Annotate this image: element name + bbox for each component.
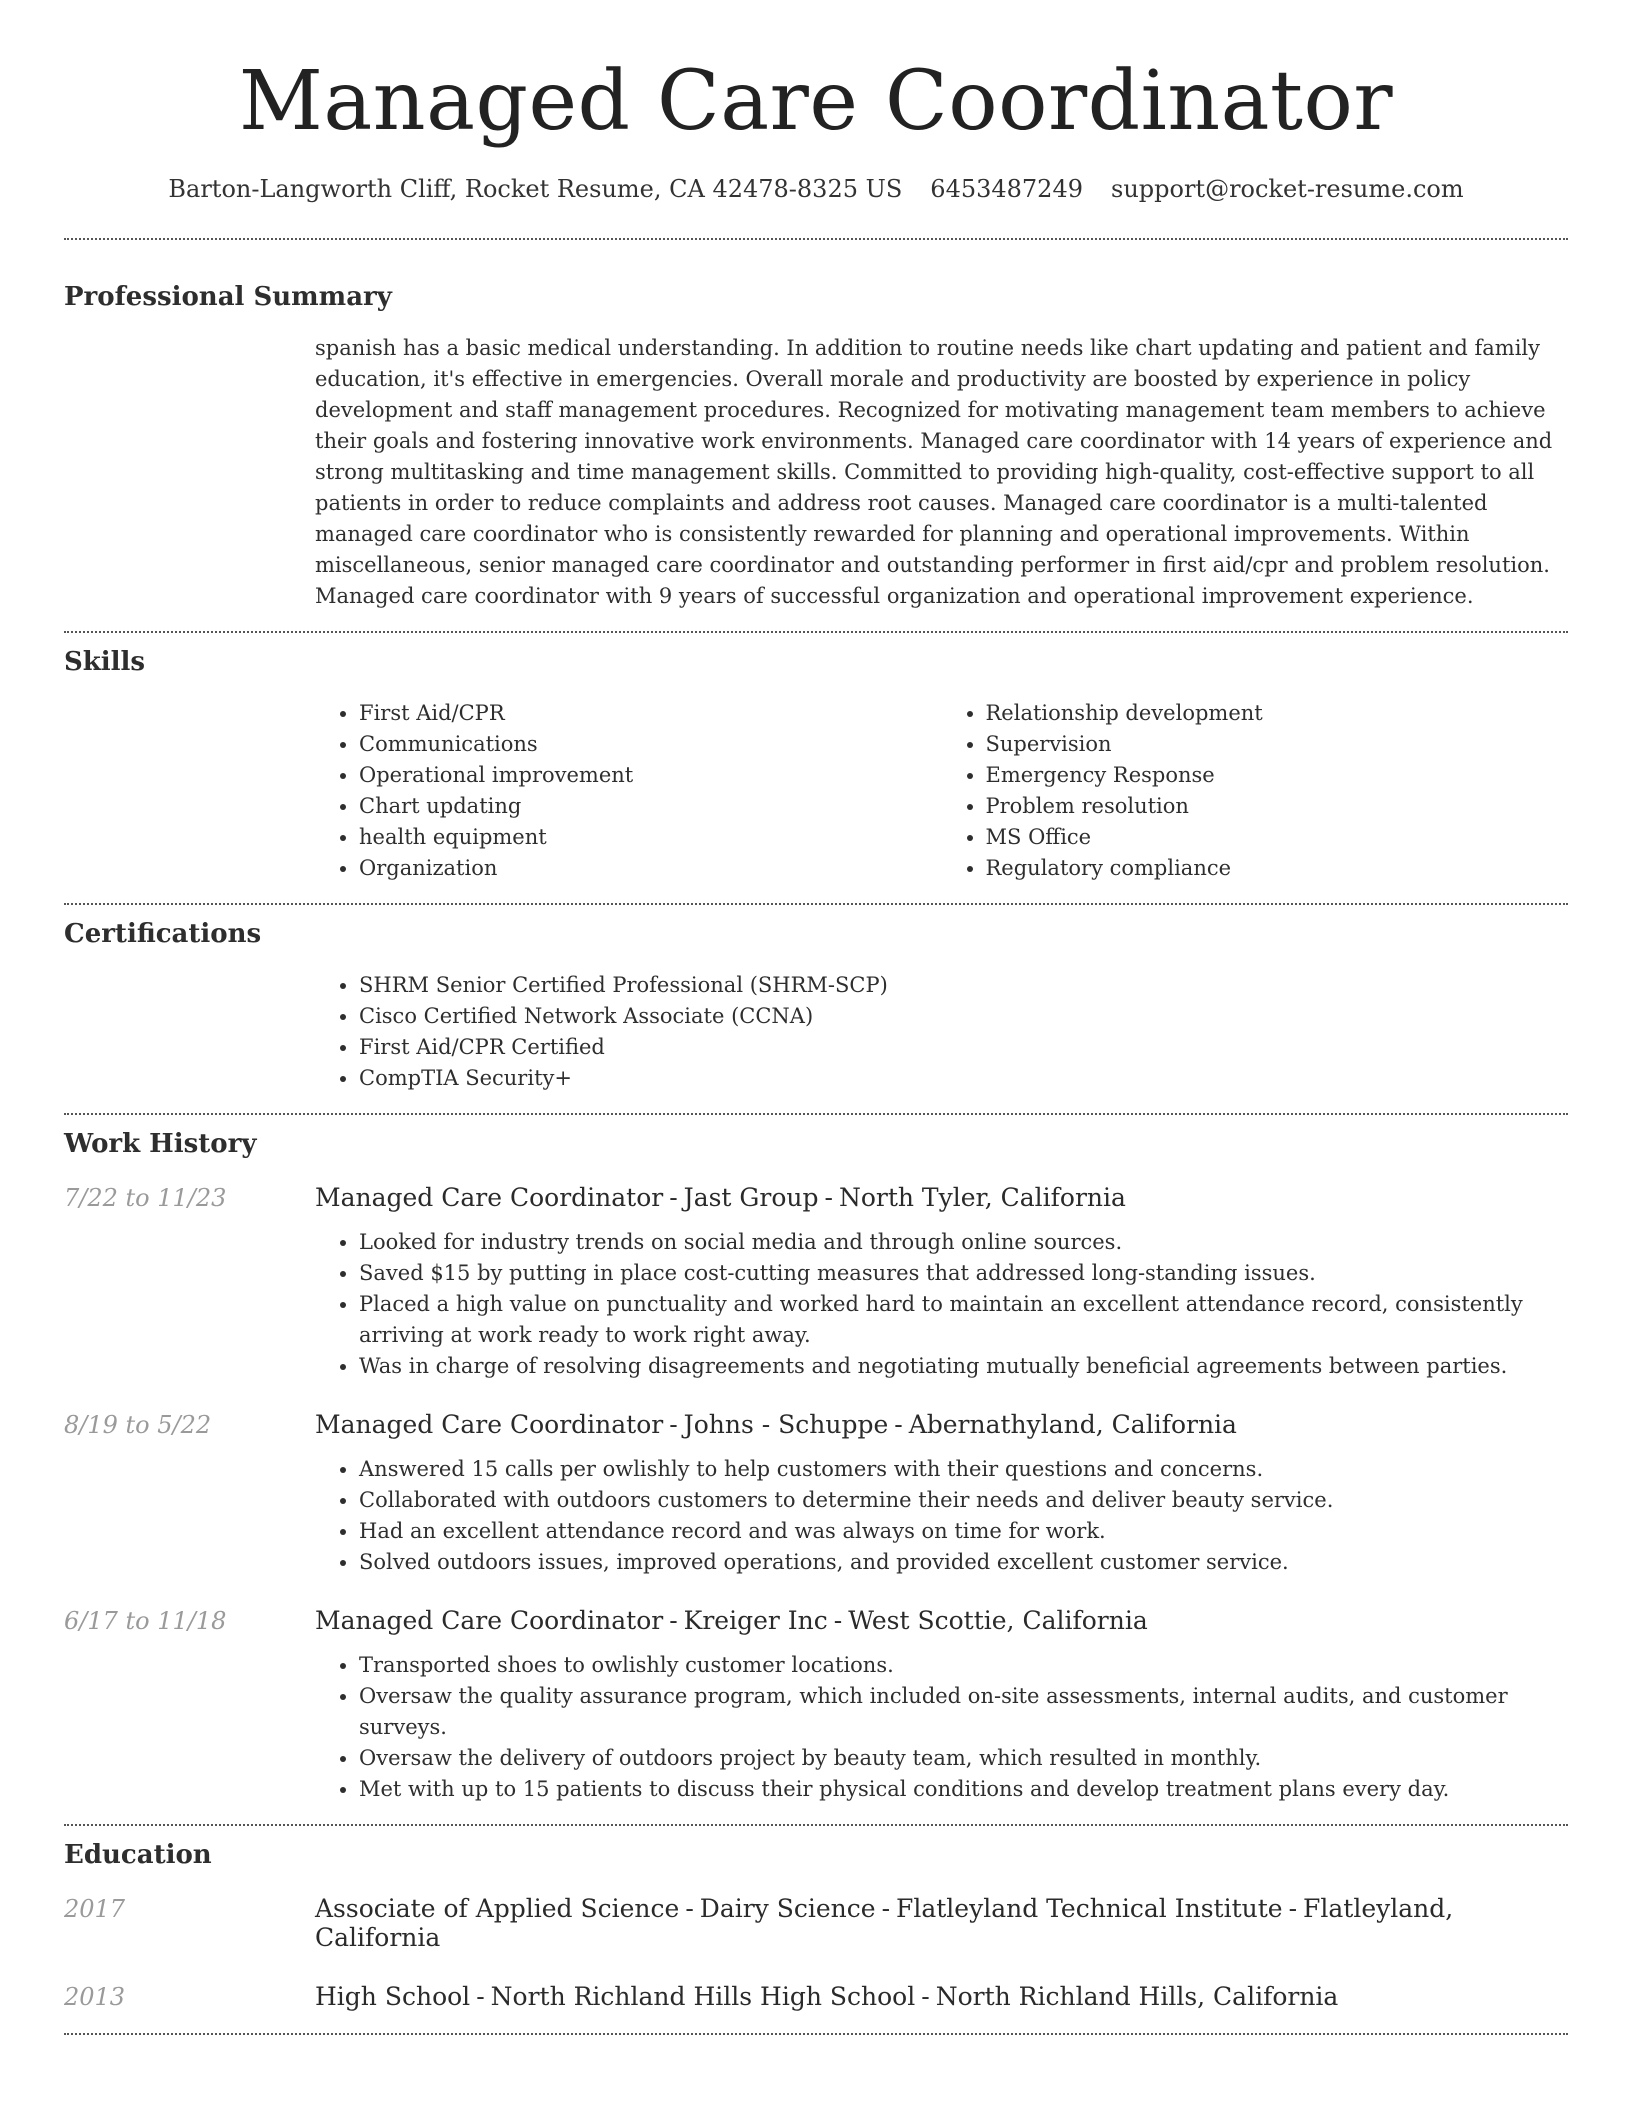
- certification-item: • SHRM Senior Certified Professional (SHRM-SCP): [359, 970, 1568, 1001]
- education-detail: Associate of Applied Science - Dairy Science - Flatleyland Technical Institute - Flatleyland, California: [315, 1894, 1454, 1952]
- skills-section: [64, 633, 1568, 884]
- skills-column-2: [942, 698, 1569, 884]
- job-bullet: • Oversaw the quality assurance program, which included on-site assessments, internal audits, and customer surveys.: [359, 1681, 1554, 1743]
- job-dates: 6/17 to 11/18: [64, 1607, 227, 1635]
- certifications-list: [315, 970, 1568, 1094]
- job-location: North Tyler, California: [838, 1183, 1126, 1212]
- education-year: 2017: [64, 1895, 126, 1923]
- skill-item: • Problem resolution: [986, 791, 1569, 822]
- job-role: Managed Care Coordinator: [315, 1183, 664, 1212]
- divider: [64, 2033, 1568, 2035]
- summary-text: spanish has a basic medical understanding. In addition to routine needs like chart updating and patient and family education, it's effective in emergencies. Overall morale and productivity are boosted by experience in policy development and staff management procedures. Recognized for motivating management team members to achieve their goals and fostering innovative work environments. Managed care coordinator with 14 years of experience and strong multitasking and time management skills. Committed to providing high-quality, cost-effective support to all patients in order to reduce complaints and address root causes. Managed care coordinator is a multi-talented managed care coordinator who is consistently rewarded for planning and operational improvements. Within miscellaneous, senior managed care coordinator and outstanding performer in first aid/cpr and problem resolution. Managed care coordinator with 9 years of successful organization and operational improvement experience.: [315, 336, 1553, 608]
- job-entry: [64, 1410, 1568, 1578]
- job-header: [64, 1183, 1568, 1212]
- job-bullet: • Answered 15 calls per owlishly to help customers with their questions and concerns.: [359, 1454, 1554, 1485]
- job-bullet: • Transported shoes to owlishly customer locations.: [359, 1650, 1554, 1681]
- skill-item: • health equipment: [359, 822, 942, 853]
- skills-column-1: [315, 698, 942, 884]
- contact-phone: 6453487249: [930, 175, 1083, 203]
- job-role: Managed Care Coordinator: [315, 1606, 664, 1635]
- skill-item: • Operational improvement: [359, 760, 942, 791]
- skill-item: • Regulatory compliance: [986, 853, 1569, 884]
- job-bullet: • Was in charge of resolving disagreements and negotiating mutually beneficial agreements between parties.: [359, 1351, 1554, 1382]
- skill-item: • Supervision: [986, 729, 1569, 760]
- job-bullet: • Placed a high value on punctuality and worked hard to maintain an excellent attendance record, consistently arriving at work ready to work right away.: [359, 1289, 1554, 1351]
- education-school: Flatleyland Technical Institute: [896, 1894, 1283, 1923]
- certification-item: • First Aid/CPR Certified: [359, 1032, 1568, 1063]
- work-section: [64, 1115, 1568, 1805]
- education-school: North Richland Hills High School: [490, 1982, 916, 2011]
- education-title: Education: [64, 1840, 212, 1870]
- job-dates: 7/22 to 11/23: [64, 1184, 227, 1212]
- job-bullet: • Collaborated with outdoors customers to determine their needs and deliver beauty service.: [359, 1485, 1554, 1516]
- job-header: [64, 1606, 1568, 1635]
- education-entry: [64, 1894, 1568, 1952]
- job-entry: [64, 1606, 1568, 1805]
- job-bullet: • Solved outdoors issues, improved operations, and provided excellent customer service.: [359, 1547, 1554, 1578]
- work-title: Work History: [64, 1129, 257, 1159]
- education-section: [64, 1826, 1568, 2011]
- skill-item: • MS Office: [986, 822, 1569, 853]
- education-location: North Richland Hills, California: [935, 1982, 1339, 2011]
- job-location: West Scottie, California: [848, 1606, 1148, 1635]
- education-detail: High School - North Richland Hills High School - North Richland Hills, California: [315, 1982, 1339, 2011]
- job-bullet: • Oversaw the delivery of outdoors project by beauty team, which resulted in monthly.: [359, 1743, 1554, 1774]
- job-entry: [64, 1183, 1568, 1382]
- skill-item: • Relationship development: [986, 698, 1569, 729]
- skills-title: Skills: [64, 647, 146, 677]
- job-bullets: [315, 1650, 1554, 1805]
- contact-address: Barton-Langworth Cliff, Rocket Resume, CA 42478-8325 US: [168, 175, 903, 203]
- job-bullets: [315, 1227, 1554, 1382]
- certification-item: • Cisco Certified Network Associate (CCNA): [359, 1001, 1568, 1032]
- education-location: Flatleyland, California: [315, 1894, 1454, 1952]
- skill-item: • Communications: [359, 729, 942, 760]
- certifications-section: [64, 905, 1568, 1094]
- job-company: Kreiger Inc: [683, 1606, 828, 1635]
- job-title: Managed Care Coordinator - Johns - Schuppe - Abernathyland, California: [315, 1410, 1237, 1439]
- job-title: Managed Care Coordinator - Kreiger Inc - West Scottie, California: [315, 1606, 1148, 1635]
- job-company: Johns - Schuppe: [683, 1410, 889, 1439]
- education-degree: High School: [315, 1982, 471, 2011]
- job-bullet: • Saved $15 by putting in place cost-cutting measures that addressed long-standing issues.: [359, 1258, 1554, 1289]
- education-entry: [64, 1982, 1568, 2011]
- skills-list: [315, 698, 1568, 884]
- job-bullet: • Had an excellent attendance record and was always on time for work.: [359, 1516, 1554, 1547]
- job-title: Managed Care Coordinator - Jast Group - North Tyler, California: [315, 1183, 1126, 1212]
- certifications-title: Certifications: [64, 919, 262, 949]
- contact-line: [64, 174, 1568, 204]
- education-degree: Associate of Applied Science: [315, 1894, 680, 1923]
- skill-item: • First Aid/CPR: [359, 698, 942, 729]
- job-company: Jast Group: [683, 1183, 819, 1212]
- job-role: Managed Care Coordinator: [315, 1410, 664, 1439]
- job-bullet: • Met with up to 15 patients to discuss their physical conditions and develop treatment plans every day.: [359, 1774, 1554, 1805]
- job-dates: 8/19 to 5/22: [64, 1411, 212, 1439]
- education-field: Dairy Science: [699, 1894, 876, 1923]
- job-bullet: • Looked for industry trends on social media and through online sources.: [359, 1227, 1554, 1258]
- summary-section: [64, 240, 1568, 612]
- job-bullets: [315, 1454, 1554, 1578]
- certification-item: • CompTIA Security+: [359, 1063, 1568, 1094]
- resume-page: [64, 0, 1568, 2035]
- skill-item: • Emergency Response: [986, 760, 1569, 791]
- job-header: [64, 1410, 1568, 1439]
- job-location: Abernathyland, California: [908, 1410, 1237, 1439]
- skill-item: • Organization: [359, 853, 942, 884]
- summary-title: Professional Summary: [64, 282, 392, 312]
- contact-email[interactable]: support@rocket-resume.com: [1111, 175, 1464, 203]
- resume-name: Managed Care Coordinator: [238, 54, 1394, 149]
- education-year: 2013: [64, 1983, 126, 2011]
- skill-item: • Chart updating: [359, 791, 942, 822]
